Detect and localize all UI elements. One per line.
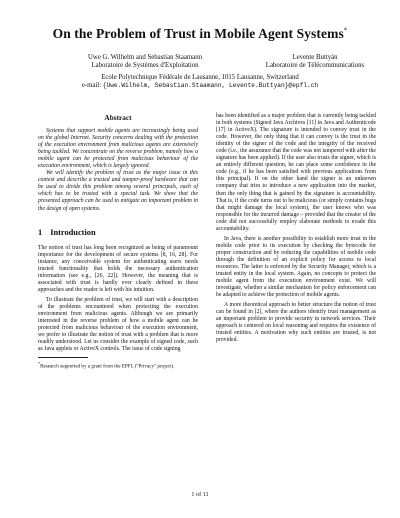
section-title: Introduction [50,227,96,237]
section-number: 1 [38,227,43,237]
body-paragraph: In Java, there is another possibility to establish more trust in the mobile code prior to its execution by checking the bytecode for proper construction and by reducing the capabilities of mobile code through the definition of an explicit policy for access to local resources. The latter is enforced by the Security Manager, which is a trusted entity in the local system. Again, no concepts to protect the mobile agent from the execution environment exist. We will investigate, whether a similar mechanism for policy enforcement can be adapted to achieve the protection of mobile agents. [216,235,376,299]
author-block-left [60,54,230,71]
body-paragraph: has been identified as a major problem that is currently being tackled in both systems (Signed Java Archives [11] in Java and Authenticode [17] in ActiveX). The signature is intended to convey trust in the code. However, the only thing that it can convey is the trust in the identity of the signer of the code and the integrity of the received code (i.e., the assurance that the code was not tampered with after the signature has been applied). If the user also trusts the signer, which is an entirely different question, he can place some confidence in the code (e.g., if he has been satisfied with previous applications from this principal). If on the other hand the signer is an unknown company that tries to introduce a new application into the market, then the only thing that is gained by the signature is accountability. That is, if the code turns out to be malicious (or simply contains bugs that might damage the local system), the user knows who was responsible for the incurred damage – provided that the creator of the code did not successfully employ elaborate methods to evade this accountability. [216,113,376,232]
body-paragraph: A more theoretical approach to better structure the notion of trust can be found in [2], where the authors identify trust management as an important problem to provide security in network services. Their approach is centered on local reasoning and requires the existence of trusted entities. A motivation why such entities are trusted, is not provided. [216,302,376,344]
footnote-text: Research supported by a grant from the EPFL ("Privacy" project). [40,363,175,370]
footnote-mark: * [38,361,41,367]
title-footnote-mark: * [343,26,348,35]
abstract-paragraph: We will identify the problem of trust as the major issue in this context and describe a trusted and tamper-proof hardware that can be used to divide this problem among several principals, each of which has to be trusted with a special task. We show that the presented approach can be used to mitigate an important problem in the design of open systems. [38,170,198,212]
email-label: e-mail: [81,82,102,90]
email-line [0,82,400,90]
abstract-paragraph: Systems that support mobile agents are increasingly being used on the global Internet. Security concerns dealing with the protection of the execution environment from malicious agents are extensively being tackled. We concentrate on the reverse problem, namely how a mobile agent can be protected from malicious behaviour of the execution environment, which is largely ignored. [38,128,198,170]
footnote [38,361,198,370]
author-names-right: Levente Buttyán [292,54,338,61]
paper-title-text: On the Problem of Trust in Mobile Agent Systems [52,26,344,41]
author-lab-left: Laboratoire de Systèmes d'Exploitation [91,62,199,70]
section-heading [38,228,198,237]
author-names-left: Uwe G. Wilhelm and Sebastian Staamann [88,54,202,61]
body-paragraph: To illustrate the problem of trust, we will start with a description of the problems encountered when protecting the execution environment from malicious agents. Although we are primarily interested in the reverse problem of how a mobile agent can be protected from malicious behaviour of the execution environment, we prefer to illustrate the notion of trust with a problem that is more readily understood. Let us consider the example of signed code, such as Java applets or ActiveX controls. The issue of code signing [38,296,198,353]
page-number: 1 of 11 [191,491,209,498]
right-column [216,113,376,345]
body-paragraph: The notion of trust has long been recognized as being of paramount importance for the development of secure systems [8, 16, 28]. For instance, any conceivable system for authenticating users needs trusted functionality that holds the necessary authentication information (see e.g., [26, 22]). However, the meaning that is associated with trust is hardly ever clearly defined in these approaches and the reader is left with his intuition. [38,244,198,293]
institution: Ecole Polytechnique Fédérale de Lausanne, 1015 Lausanne, Switzerland [101,74,299,81]
footnote-rule [38,357,88,358]
affiliation-block [0,74,400,91]
email-address: {Uwe.Wilhelm, Sebastian.Staamann, Levente.Buttyan}@epfl.ch [102,82,319,90]
author-block-right [250,54,380,71]
abstract-heading: Abstract [104,113,132,122]
left-column [38,113,198,370]
author-lab-right: Laboratoire de Télécommunications [265,62,365,70]
paper-title [0,26,400,42]
